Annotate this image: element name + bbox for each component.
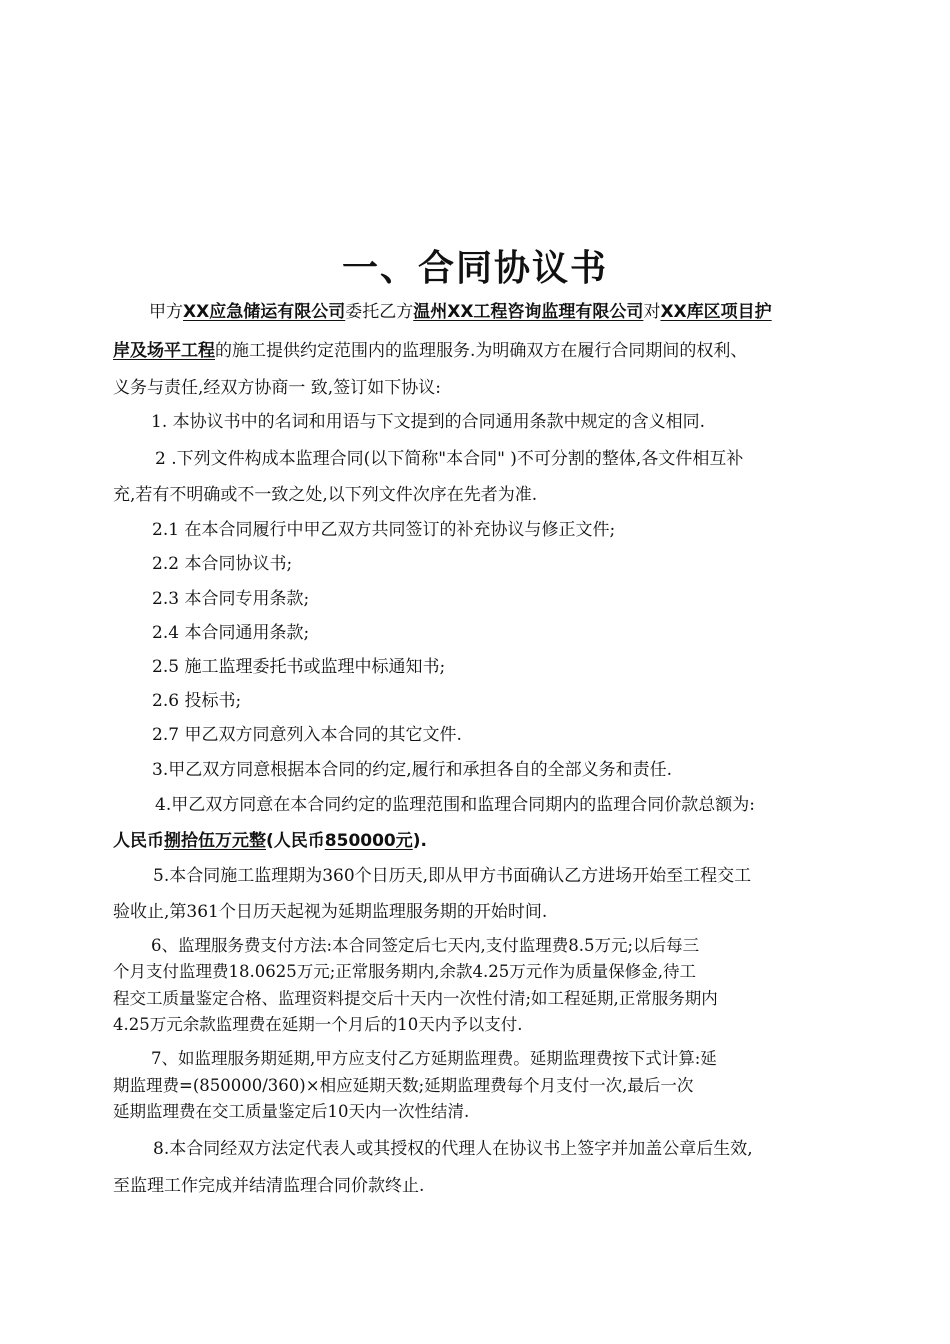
page-title: 一、合同协议书 [341,248,608,289]
clause-5-line-2: 验收止,第361个日历天起视为延期监理服务期的开始时间. [113,902,548,922]
intro-text: 对 [643,302,661,322]
sub-clause-2-1: 2.1 在本合同履行中甲乙双方共同签订的补充协议与修正文件; [152,520,616,540]
clause-2-line-1: 2 .下列文件构成本监理合同(以下简称"本合同" )不可分割的整体,各文件相互补 [155,449,744,469]
amount-suffix: ). [412,831,427,851]
sub-clause-2-2: 2.2 本合同协议书; [152,554,293,574]
clause-4-line-1: 4.甲乙双方同意在本合同约定的监理范围和监理合同期内的监理合同价款总额为: [155,795,755,815]
intro-line-2 [113,339,853,363]
sub-clause-2-6: 2.6 投标书; [152,691,242,711]
intro-text: 甲方 [149,302,183,322]
clause-1: 1. 本协议书中的名词和用语与下文提到的合同通用条款中规定的含义相同. [151,412,706,432]
clause-8-line-1: 8.本合同经双方法定代表人或其授权的代理人在协议书上签字并加盖公章后生效, [153,1139,753,1159]
clause-7-line-2: 期监理费=(850000/360)×相应延期天数;延期监理费每个月支付一次,最后一次 [113,1076,694,1095]
amount-prefix: 人民币 [113,831,164,851]
clause-6-line-1: 6、监理服务费支付方法:本合同签定后七天内,支付监理费8.5万元;以后每三 [151,936,700,955]
contract-amount [113,829,853,853]
party-a-name: XX应急储运有限公司 [183,302,346,322]
clause-7-line-3: 延期监理费在交工质量鉴定后10天内一次性结清. [113,1102,470,1121]
sub-clause-2-5: 2.5 施工监理委托书或监理中标通知书; [152,657,446,677]
clause-6-line-3: 程交工质量鉴定合格、监理资料提交后十天内一次性付清;如工程延期,正常服务期内 [113,989,718,1008]
sub-clause-2-4: 2.4 本合同通用条款; [152,623,310,643]
amount-number: 850000元 [324,831,413,851]
sub-clause-2-7: 2.7 甲乙双方同意列入本合同的其它文件. [152,725,462,745]
clause-2-line-2: 充,若有不明确或不一致之处,以下列文件次序在先者为准. [113,485,538,505]
amount-in-words: 捌拾伍万元整 [164,831,266,851]
intro-text: 的施工提供约定范围内的监理服务.为明确双方在履行合同期间的权利、 [215,341,748,361]
clause-6-line-2: 个月支付监理费18.0625万元;正常服务期内,余款4.25万元作为质量保修金,待工 [113,962,697,981]
project-name: 岸及场平工程 [113,341,215,361]
clause-7-line-1: 7、如监理服务期延期,甲方应支付乙方延期监理费。延期监理费按下式计算:延 [151,1049,717,1068]
intro-line-3: 义务与责任,经双方协商一 致,签订如下协议: [113,378,441,398]
party-b-name: 温州XX工程咨询监理有限公司 [413,302,644,322]
intro-line-1 [113,300,853,324]
clause-3: 3.甲乙双方同意根据本合同的约定,履行和承担各自的全部义务和责任. [152,760,673,780]
clause-6-line-4: 4.25万元余款监理费在延期一个月后的10天内予以支付. [113,1015,523,1034]
clause-8-line-2: 至监理工作完成并结清监理合同价款终止. [113,1176,425,1196]
intro-text: 委托乙方 [345,302,414,322]
clause-5-line-1: 5.本合同施工监理期为360个日历天,即从甲方书面确认乙方进场开始至工程交工 [153,866,752,886]
project-name: XX库区项目护 [660,302,772,322]
sub-clause-2-3: 2.3 本合同专用条款; [152,589,310,609]
amount-mid: (人民币 [266,831,325,851]
